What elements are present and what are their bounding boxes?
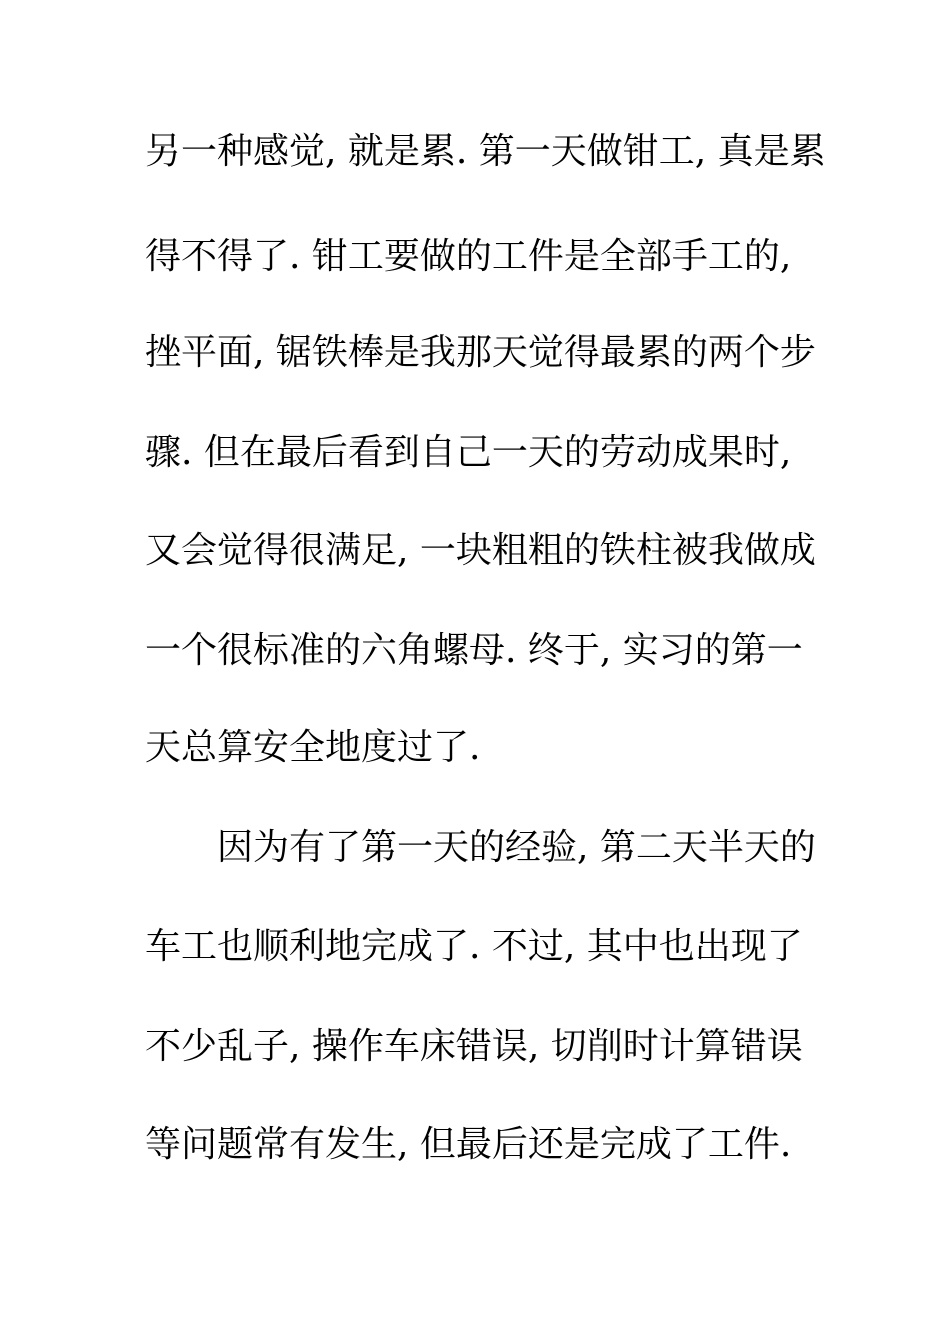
text-line: 车工也顺利地完成了. 不过, 其中也出现了 [145, 926, 803, 967]
text-line: 又会觉得很满足, 一块粗粗的铁柱被我做成 [145, 530, 816, 571]
text-line: 另一种感觉, 就是累. 第一天做钳工, 真是累 [145, 131, 826, 172]
text-line: 挫平面, 锯铁棒是我那天觉得最累的两个步 [145, 332, 816, 373]
text-line: 一个很标准的六角螺母. 终于, 实习的第一 [145, 630, 803, 671]
text-line: 天总算安全地度过了. [145, 727, 481, 768]
text-line: 不少乱子, 操作车床错误, 切削时计算错误 [145, 1026, 803, 1067]
paragraph-first-line: 因为有了第一天的经验, 第二天半天的 [217, 827, 816, 868]
text-line: 骤. 但在最后看到自己一天的劳动成果时, [145, 432, 792, 473]
text-line: 等问题常有发生, 但最后还是完成了工件. [145, 1124, 792, 1165]
text-line: 得不得了. 钳工要做的工件是全部手工的, [145, 236, 792, 277]
